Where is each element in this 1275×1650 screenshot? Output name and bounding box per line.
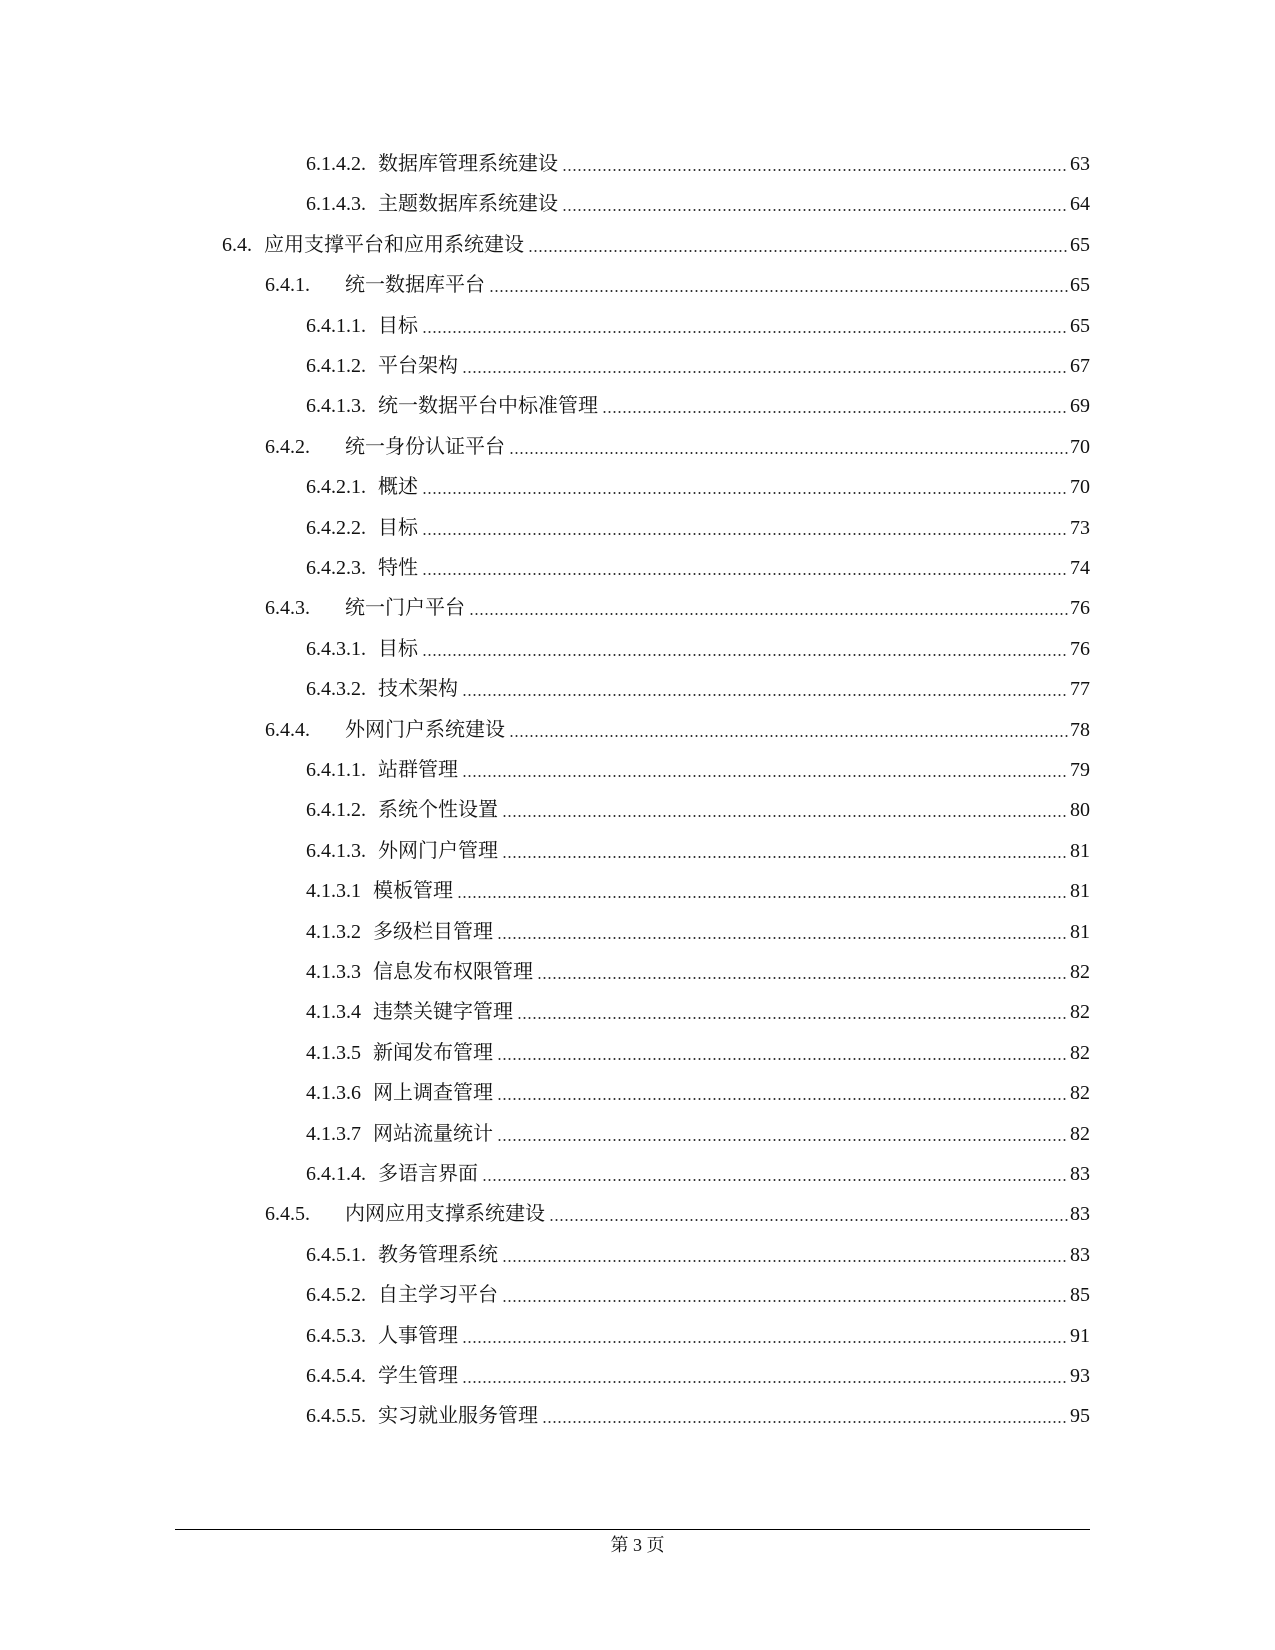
toc-dot-leader	[422, 331, 1068, 333]
toc-dot-leader	[562, 209, 1068, 211]
toc-dot-leader	[509, 735, 1068, 737]
toc-entry[interactable]	[306, 791, 1090, 823]
toc-dot-leader	[457, 896, 1068, 898]
toc-dot-leader	[497, 1098, 1068, 1100]
toc-entry[interactable]	[306, 832, 1090, 864]
page-footer: 第 3 页	[610, 1535, 665, 1555]
toc-entry-page: 67	[1070, 355, 1090, 377]
toc-dot-leader	[502, 1260, 1068, 1262]
toc-entry[interactable]	[265, 428, 1090, 460]
toc-entry-title: 系统个性设置	[378, 799, 498, 822]
toc-entry-page: 70	[1070, 435, 1090, 458]
toc-dot-leader	[497, 1058, 1068, 1060]
toc-entry[interactable]	[306, 1074, 1090, 1106]
toc-entry[interactable]	[306, 872, 1090, 904]
toc-entry-title: 主题数据库系统建设	[378, 193, 558, 216]
toc-entry[interactable]	[306, 953, 1090, 985]
toc-entry-number: 6.4.2.3.	[306, 557, 366, 579]
toc-entry[interactable]	[222, 226, 1090, 258]
toc-entry-title: 应用支撑平台和应用系统建设	[264, 233, 524, 256]
toc-entry-title: 违禁关键字管理	[373, 1001, 513, 1024]
toc-entry-number: 4.1.3.7	[306, 1122, 361, 1145]
toc-entry-title: 内网应用支撑系统建设	[345, 1203, 545, 1226]
toc-entry[interactable]	[306, 1115, 1090, 1147]
toc-entry-page: 91	[1070, 1324, 1090, 1347]
toc-entry-number: 6.4.	[222, 233, 252, 256]
toc-entry-page: 80	[1070, 799, 1090, 822]
toc-dot-leader	[482, 1179, 1068, 1181]
toc-entry[interactable]	[306, 509, 1090, 541]
toc-entry-title: 站群管理	[378, 759, 458, 781]
toc-entry-number: 6.4.3.1.	[306, 637, 366, 660]
toc-entry-number: 4.1.3.3	[306, 961, 361, 983]
toc-dot-leader	[602, 411, 1068, 413]
toc-entry[interactable]	[306, 387, 1090, 419]
toc-entry-page: 63	[1070, 153, 1090, 175]
toc-dot-leader	[542, 1421, 1068, 1423]
toc-dot-leader	[497, 937, 1068, 939]
toc-entry[interactable]	[265, 266, 1090, 298]
toc-entry-page: 76	[1070, 637, 1090, 660]
toc-dot-leader	[462, 371, 1068, 373]
toc-entry-number: 6.4.3.	[265, 597, 310, 620]
toc-entry-page: 83	[1070, 1163, 1090, 1185]
toc-entry-page: 81	[1070, 839, 1090, 862]
toc-entry-page: 65	[1070, 233, 1090, 256]
toc-dot-leader	[502, 1300, 1068, 1302]
toc-entry-page: 82	[1070, 1041, 1090, 1064]
toc-entry-page: 81	[1070, 920, 1090, 943]
toc-entry[interactable]	[306, 1317, 1090, 1349]
toc-entry-page: 95	[1070, 1405, 1090, 1428]
toc-dot-leader	[562, 169, 1068, 171]
toc-dot-leader	[462, 1381, 1068, 1383]
toc-dot-leader	[422, 492, 1068, 494]
toc-entry-page: 78	[1070, 718, 1090, 741]
toc-entry[interactable]	[306, 468, 1090, 500]
toc-entry-number: 6.4.1.1.	[306, 759, 366, 781]
toc-entry-number: 6.4.1.3.	[306, 395, 366, 418]
toc-entry[interactable]	[306, 347, 1090, 379]
toc-dot-leader	[502, 815, 1068, 817]
toc-entry-title: 多语言界面	[378, 1163, 478, 1185]
footer-rule	[175, 1529, 1090, 1530]
toc-entry[interactable]	[306, 1397, 1090, 1429]
toc-entry-title: 特性	[378, 557, 418, 579]
toc-entry[interactable]	[306, 1034, 1090, 1066]
toc-entry-title: 统一数据库平台	[345, 274, 485, 297]
toc-entry-title: 人事管理	[378, 1324, 458, 1347]
toc-entry-title: 目标	[378, 516, 418, 539]
toc-entry-number: 6.4.3.2.	[306, 678, 366, 701]
toc-dot-leader	[509, 452, 1068, 454]
toc-entry-number: 6.4.5.	[265, 1203, 310, 1226]
toc-entry-title: 多级栏目管理	[373, 920, 493, 943]
toc-entry-title: 概述	[378, 476, 418, 499]
toc-entry-number: 6.4.5.3.	[306, 1324, 366, 1347]
toc-entry[interactable]	[306, 1357, 1090, 1389]
toc-entry-number: 6.4.5.5.	[306, 1405, 366, 1428]
toc-entry[interactable]	[306, 549, 1090, 581]
toc-entry-number: 6.4.1.2.	[306, 355, 366, 377]
toc-entry-number: 6.4.5.2.	[306, 1284, 366, 1307]
toc-dot-leader	[462, 775, 1068, 777]
toc-entry-number: 6.4.1.3.	[306, 839, 366, 862]
toc-dot-leader	[497, 1139, 1068, 1141]
toc-entry[interactable]	[306, 1276, 1090, 1308]
toc-entry-title: 统一数据平台中标准管理	[378, 395, 598, 418]
toc-entry-title: 统一身份认证平台	[345, 435, 505, 458]
toc-entry-page: 85	[1070, 1284, 1090, 1307]
toc-entry-number: 4.1.3.2	[306, 920, 361, 943]
toc-entry-title: 新闻发布管理	[373, 1041, 493, 1064]
toc-entry[interactable]	[306, 630, 1090, 662]
toc-entry-number: 6.4.5.4.	[306, 1365, 366, 1387]
toc-entry[interactable]	[306, 670, 1090, 702]
toc-entry-title: 技术架构	[378, 678, 458, 701]
toc-entry-number: 4.1.3.5	[306, 1041, 361, 1064]
toc-entry-title: 模板管理	[373, 880, 453, 903]
toc-entry[interactable]	[306, 751, 1090, 783]
toc-entry-number: 6.4.4.	[265, 718, 310, 741]
toc-dot-leader	[517, 1017, 1068, 1019]
toc-dot-leader	[462, 694, 1068, 696]
toc-entry-number: 4.1.3.6	[306, 1082, 361, 1105]
toc-entry-title: 学生管理	[378, 1365, 458, 1387]
toc-entry[interactable]	[265, 589, 1090, 621]
toc-entry-page: 70	[1070, 476, 1090, 499]
toc-entry[interactable]	[306, 307, 1090, 339]
toc-entry-page: 82	[1070, 961, 1090, 983]
toc-entry-number: 6.4.1.1.	[306, 314, 366, 337]
toc-entry-title: 外网门户管理	[378, 839, 498, 862]
toc-entry-page: 69	[1070, 395, 1090, 418]
toc-entry[interactable]	[306, 913, 1090, 945]
toc-entry-number: 6.4.2.2.	[306, 516, 366, 539]
toc-dot-leader	[422, 533, 1068, 535]
toc-dot-leader	[462, 1341, 1068, 1343]
toc-entry-title: 数据库管理系统建设	[378, 153, 558, 175]
toc-entry-page: 82	[1070, 1122, 1090, 1145]
toc-entry-number: 6.4.2.	[265, 435, 310, 458]
toc-entry-number: 6.4.5.1.	[306, 1243, 366, 1266]
toc-entry-title: 外网门户系统建设	[345, 718, 505, 741]
toc-entry-number: 6.4.2.1.	[306, 476, 366, 499]
toc-entry[interactable]	[306, 185, 1090, 217]
toc-dot-leader	[422, 573, 1068, 575]
toc-entry[interactable]	[306, 145, 1090, 177]
toc-entry-page: 81	[1070, 880, 1090, 903]
toc-entry-page: 82	[1070, 1082, 1090, 1105]
toc-entry-page: 76	[1070, 597, 1090, 620]
toc-entry-page: 83	[1070, 1243, 1090, 1266]
toc-entry[interactable]	[306, 1236, 1090, 1268]
toc-entry-title: 实习就业服务管理	[378, 1405, 538, 1428]
toc-entry-page: 93	[1070, 1365, 1090, 1387]
toc-dot-leader	[528, 250, 1068, 252]
toc-entry-page: 82	[1070, 1001, 1090, 1024]
toc-entry-number: 6.4.1.4.	[306, 1163, 366, 1185]
toc-entry-page: 64	[1070, 193, 1090, 216]
toc-entry-title: 信息发布权限管理	[373, 961, 533, 983]
toc-entry-number: 4.1.3.1	[306, 880, 361, 903]
toc-entry-number: 6.1.4.2.	[306, 153, 366, 175]
toc-entry-page: 79	[1070, 759, 1090, 781]
toc-entry-title: 统一门户平台	[345, 597, 465, 620]
toc-entry-page: 65	[1070, 274, 1090, 297]
toc-entry-title: 教务管理系统	[378, 1243, 498, 1266]
toc-entry[interactable]	[306, 993, 1090, 1025]
toc-entry-page: 74	[1070, 557, 1090, 579]
toc-dot-leader	[502, 856, 1068, 858]
toc-entry-title: 网站流量统计	[373, 1122, 493, 1145]
toc-dot-leader	[489, 290, 1068, 292]
toc-entry-number: 6.4.1.	[265, 274, 310, 297]
toc-entry-number: 4.1.3.4	[306, 1001, 361, 1024]
toc-entry-page: 77	[1070, 678, 1090, 701]
toc-entry-title: 目标	[378, 314, 418, 337]
toc-entry-title: 平台架构	[378, 355, 458, 377]
toc-entry[interactable]	[265, 1195, 1090, 1227]
toc-entry-number: 6.1.4.3.	[306, 193, 366, 216]
toc-dot-leader	[537, 977, 1068, 979]
toc-entry-title: 目标	[378, 637, 418, 660]
toc-dot-leader	[469, 613, 1068, 615]
toc-entry-page: 73	[1070, 516, 1090, 539]
toc-entry-page: 83	[1070, 1203, 1090, 1226]
toc-entry-page: 65	[1070, 314, 1090, 337]
toc-entry-title: 网上调查管理	[373, 1082, 493, 1105]
toc-entry-title: 自主学习平台	[378, 1284, 498, 1307]
toc-entry[interactable]	[265, 711, 1090, 743]
toc-dot-leader	[549, 1219, 1068, 1221]
toc-dot-leader	[422, 654, 1068, 656]
toc-entry-number: 6.4.1.2.	[306, 799, 366, 822]
toc-entry[interactable]	[306, 1155, 1090, 1187]
